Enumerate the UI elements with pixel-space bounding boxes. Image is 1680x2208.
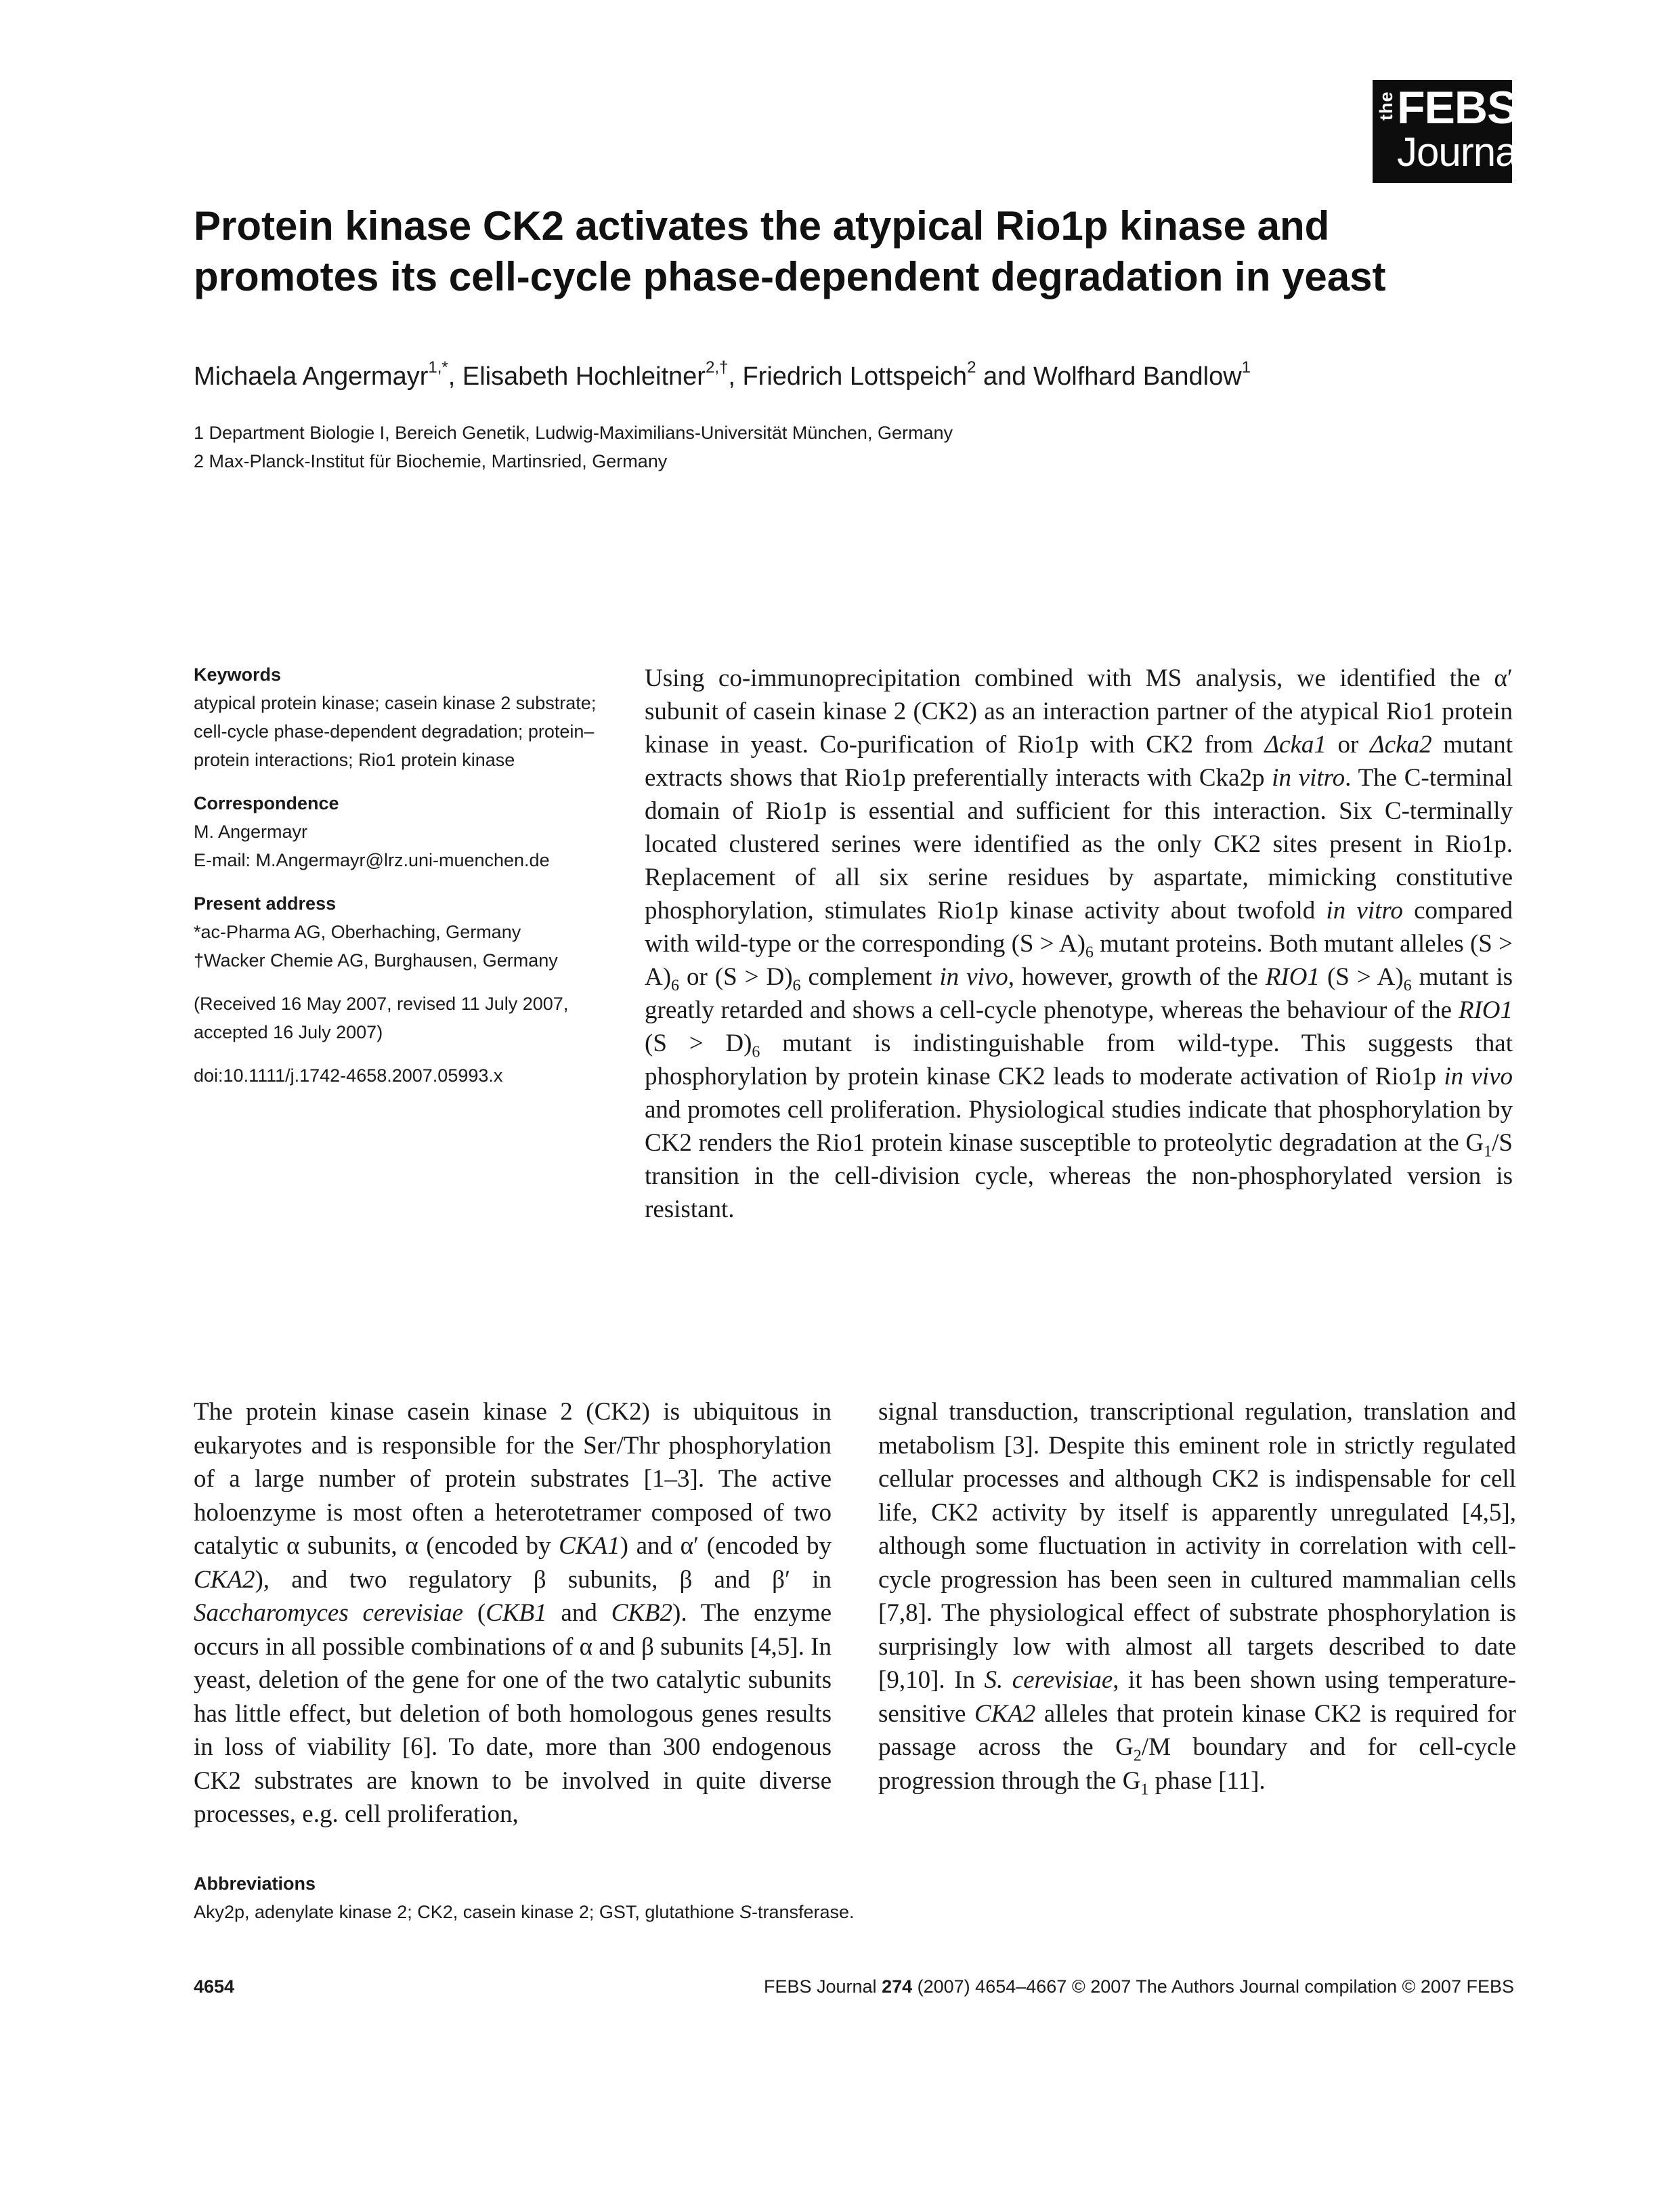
affiliations xyxy=(194,419,1413,475)
author-affiliation-mark: 2 xyxy=(967,358,976,377)
febs-journal-logo xyxy=(1373,80,1526,183)
logo-journal: Journal xyxy=(1397,129,1526,175)
page-number: 4654 xyxy=(194,1976,235,1997)
author-name: Michaela Angermayr xyxy=(194,362,429,391)
received-dates: (Received 16 May 2007, revised 11 July 2007, accepted 16 July 2007) xyxy=(194,994,569,1042)
author-separator: , xyxy=(728,362,743,391)
keywords-text: atypical protein kinase; casein kinase 2 substrate; cell-cycle phase-dependent degradation; protein–protein interactions; Rio1 protein kinase xyxy=(194,693,597,770)
keywords-block xyxy=(194,660,627,774)
page-footer xyxy=(194,1972,1514,2002)
article-info-sidebar xyxy=(194,660,627,1105)
article-title: Protein kinase CK2 activates the atypical Rio1p kinase and promotes its cell-cycle phase-dependent degradation in yeast xyxy=(194,203,1386,299)
author-name: Wolfhard Bandlow xyxy=(1033,362,1242,391)
abbreviations xyxy=(194,1869,1514,1926)
present-address-block xyxy=(194,889,627,975)
present-address-line: †Wacker Chemie AG, Burghausen, Germany xyxy=(194,950,558,971)
author-name: Elisabeth Hochleitner xyxy=(462,362,706,391)
author-affiliation-mark: 2,† xyxy=(705,358,729,377)
correspondence-email[interactable]: E-mail: M.Angermayr@lrz.uni-muenchen.de xyxy=(194,850,550,870)
correspondence-name: M. Angermayr xyxy=(194,822,308,842)
author-separator: and xyxy=(976,362,1033,391)
author-list xyxy=(194,360,1521,393)
affiliation-line: 2 Max-Planck-Institut für Biochemie, Martinsried, Germany xyxy=(194,451,668,471)
abbreviations-text: Aky2p, adenylate kinase 2; CK2, casein kinase 2; GST, glutathione S-transferase. xyxy=(194,1902,855,1922)
abstract: Using co-immunoprecipitation combined with MS analysis, we identified the α′ subunit of casein kinase 2 (CK2) as an interaction partner of the atypical Rio1 protein kinase in yeast. Co-purification of Rio1p with CK2 from Δcka1 or Δcka2 mutant extracts shows that Rio1p preferentially interacts with Cka2p in vitro. The C-terminal domain of Rio1p is essential and sufficient for this interaction. Six C-terminally located clustered serines were identified as the only CK2 sites present in Rio1p. Replacement of all six serine residues by aspartate, mimicking constitutive phosphorylation, stimulates Rio1p kinase activity about twofold in vitro compared with wild-type or the corresponding $(S > A)_6$ mutant proteins. Both mutant alleles $(S > A)_6$ or $(S > D)_6$ complement in vivo, however, growth of the RIO1 $(S > A)_6$ mutant is greatly retarded and shows a cell-cycle phenotype, whereas the behaviour of the RIO1 $(S > D)_6$ mutant is indistinguishable from wild-type. This suggests that phosphorylation by protein kinase CK2 leads to moderate activation of Rio1p in vivo and promotes cell proliferation. Physiological studies indicate that phosphorylation by CK2 renders the Rio1 protein kinase susceptible to proteolytic degradation at the $G_1/S$ transition in the cell-division cycle, whereas the non-phosphorylated version is resistant. xyxy=(645,664,1513,1223)
correspondence-heading: Correspondence xyxy=(194,793,339,813)
abbreviations-heading: Abbreviations xyxy=(194,1873,316,1894)
author-affiliation-mark: 1 xyxy=(1241,358,1251,377)
present-address-line: *ac-Pharma AG, Oberhaching, Germany xyxy=(194,922,521,942)
logo-febs: FEBS xyxy=(1397,82,1517,133)
keywords-heading: Keywords xyxy=(194,664,282,685)
author-separator: , xyxy=(448,362,462,391)
doi[interactable]: doi:10.1111/j.1742-4658.2007.05993.x xyxy=(194,1065,503,1086)
affiliation-line: 1 Department Biologie I, Bereich Genetik, Ludwig-Maximilians-Universität München, Germany xyxy=(194,423,953,443)
author-affiliation-mark: 1,* xyxy=(428,358,448,377)
journal-citation: FEBS Journal 274 (2007) 4654–4667 © 2007 The Authors Journal compilation © 2007 FEBS xyxy=(763,1976,1514,1997)
body-column-right: signal transduction, transcriptional regulation, translation and metabolism [3]. Despite this eminent role in strictly regulated cellular processes and although CK2 is indispensable for cell life, CK2 activity by itself is apparently unregulated [4,5], although some fluctuation in activity in correlation with cell-cycle progression has been seen in cultured mammalian cells [7,8]. The physiological effect of substrate phosphorylation is surprisingly low with almost all targets described to date [9,10]. In S. cerevisiae, it has been shown using temperature-sensitive CKA2 alleles that protein kinase CK2 is required for passage across the $G_2/M$ boundary and for cell-cycle progression through the $G_1$ phase [11]. xyxy=(878,1398,1516,1798)
correspondence-block xyxy=(194,789,627,874)
body-column-left: The protein kinase casein kinase 2 (CK2) is ubiquitous in eukaryotes and is responsible for the Ser/Thr phosphorylation of a large number of protein substrates [1–3]. The active holoenzyme is most often a heterotetramer composed of two catalytic α subunits, α (encoded by CKA1) and α′ (encoded by CKA2), and two regulatory β subunits, β and β′ in Saccharomyces cerevisiae (CKB1 and CKB2). The enzyme occurs in all possible combinations of α and β subunits [4,5]. In yeast, deletion of the gene for one of the two catalytic subunits has little effect, but deletion of both homologous genes results in loss of viability [6]. To date, more than 300 endogenous CK2 substrates are known to be involved in quite diverse processes, e.g. cell proliferation, xyxy=(194,1398,832,1828)
present-address-heading: Present address xyxy=(194,893,337,914)
author-name: Friedrich Lottspeich xyxy=(742,362,968,391)
logo-the: the xyxy=(1376,91,1396,121)
